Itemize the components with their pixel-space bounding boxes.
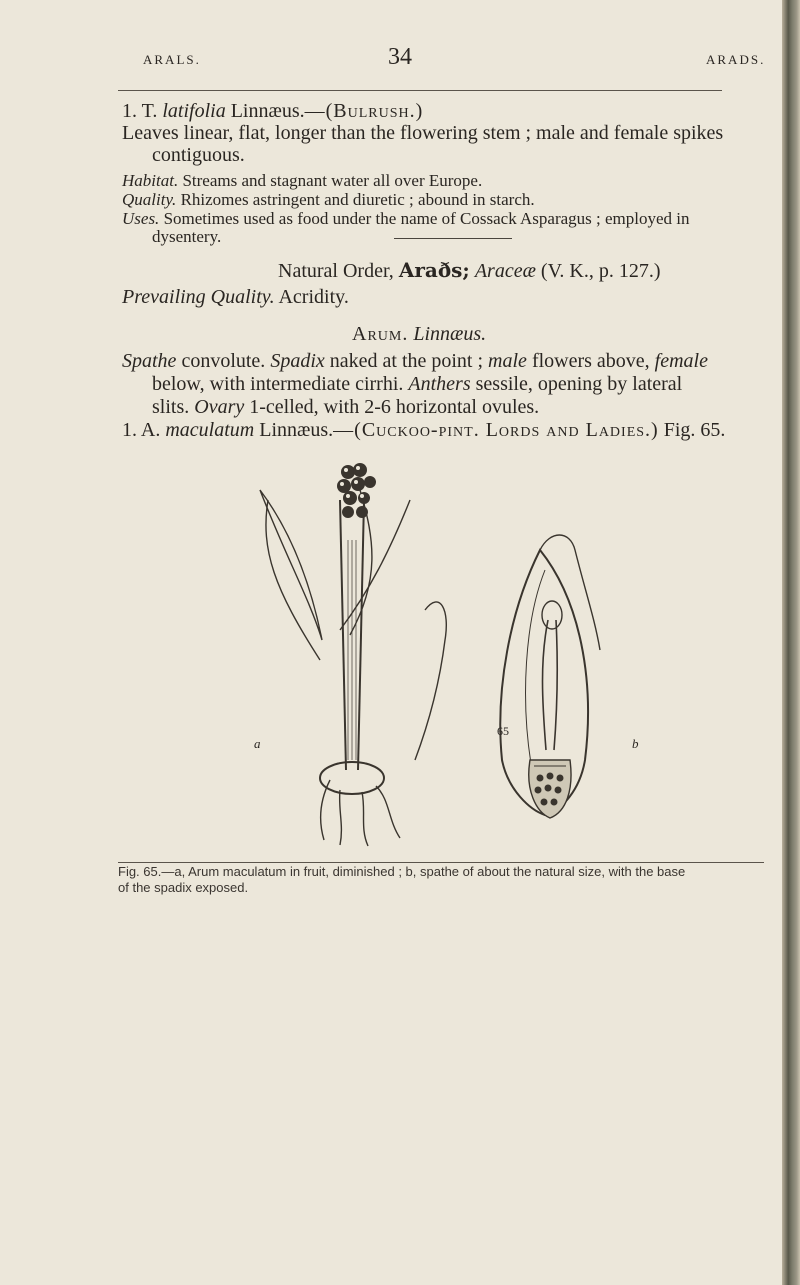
spadix-club bbox=[542, 601, 562, 629]
figure-caption: Fig. 65.—a, Arum maculatum in fruit, diminished ; b, spathe of about the natural size, with the base bbox=[118, 864, 686, 879]
arum-maculatum-figure bbox=[240, 460, 660, 850]
entry-typha-uses-cont: dysentery. bbox=[152, 227, 222, 246]
entry-arum-title: 1. A. maculatum Linnæus.—(Cuckoo-pint. Lords and Ladies.) Fig. 65. bbox=[122, 419, 726, 441]
leaf-right bbox=[340, 500, 410, 630]
figure-label-b: b bbox=[632, 736, 639, 751]
figure-number-label: 65 bbox=[497, 724, 509, 738]
section-divider bbox=[394, 238, 512, 239]
page-number: 34 bbox=[388, 44, 412, 70]
leaf-left bbox=[260, 490, 322, 640]
header-rule bbox=[118, 90, 722, 91]
spathe-tip bbox=[540, 535, 600, 650]
stem-outer-left bbox=[340, 500, 346, 770]
corm bbox=[320, 762, 384, 794]
caption-rule bbox=[118, 862, 764, 863]
entry-typha-quality: Quality. Rhizomes astringent and diuretic ; abound in starch. bbox=[122, 190, 535, 209]
stem-outer-right bbox=[358, 500, 364, 770]
genus-description-cont2: slits. Ovary 1-celled, with 2-6 horizontal ovules. bbox=[152, 396, 540, 418]
genus-heading: Arum. Linnæus. bbox=[352, 323, 487, 345]
berry-cluster bbox=[337, 463, 376, 518]
running-header-left: ARALS. bbox=[143, 52, 201, 67]
genus-description: Spathe convolute. Spadix naked at the point ; male flowers above, female bbox=[122, 350, 708, 372]
prevailing-quality: Prevailing Quality. Acridity. bbox=[122, 286, 349, 308]
spadix bbox=[543, 620, 558, 750]
entry-typha-title: 1. T. latifolia Linnæus.—(Bulrush.) bbox=[122, 100, 424, 122]
entry-typha-uses: Uses. Sometimes used as food under the name of Cossack Asparagus ; employed in bbox=[122, 209, 690, 228]
genus-description-cont: below, with intermediate cirrhi. Anthers sessile, opening by lateral bbox=[152, 373, 683, 395]
stem-hatching bbox=[348, 540, 356, 760]
figure-caption-cont: of the spadix exposed. bbox=[118, 880, 249, 895]
running-header-right: ARADS. bbox=[706, 52, 766, 67]
natural-order-heading: Natural Order, Araðs; Araceæ (V. K., p. 127.) bbox=[278, 258, 661, 282]
entry-typha-habitat: Habitat. Streams and stagnant water all over Europe. bbox=[122, 171, 483, 190]
figure-label-a: a bbox=[254, 736, 261, 751]
book-edge-shadow bbox=[782, 0, 800, 1285]
leaf-small bbox=[415, 602, 446, 760]
entry-typha-description: Leaves linear, flat, longer than the flowering stem ; male and female spikes bbox=[122, 122, 724, 144]
entry-typha-description-cont: contiguous. bbox=[152, 144, 245, 166]
